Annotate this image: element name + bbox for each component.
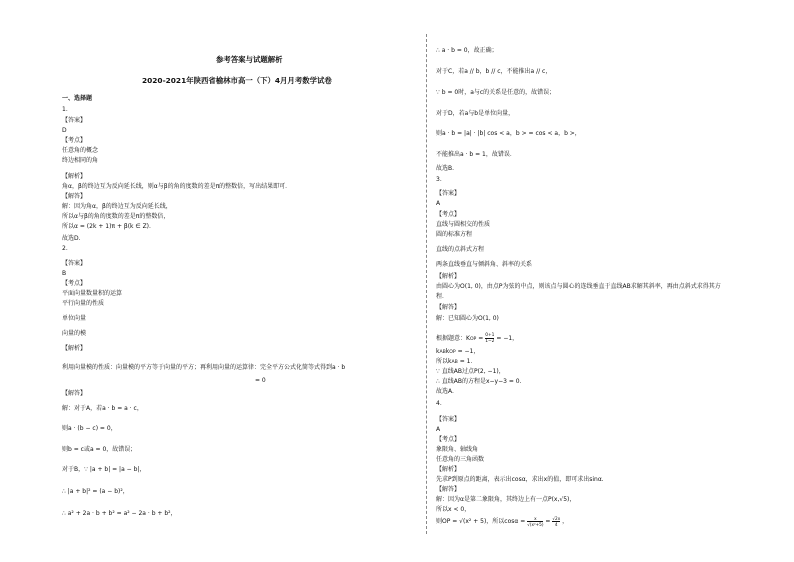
kaodian-item: 平行向量的性质 [62,300,105,307]
jieda-line: 解：因为α是第二象限角，其终边上有一点P(x,√5)， [436,496,576,503]
kaodian-item: 两条直线垂直与倾斜角、斜率的关系 [436,261,533,268]
fraction: $\frac{x}{\text{√(x²+5)}}$ [527,516,544,527]
jieda-line: kABkOP = −1， [436,348,480,355]
answer-tag: 【答案】 [62,260,87,267]
kaodian-item: 任意角的三角函数 [436,456,485,463]
jieda-line: 则b = c或a = 0，故错误； [62,446,137,453]
section-heading: 一、选择题 [62,95,93,102]
jieda-line: 解：已知圆心为O(1, 0) [436,315,499,322]
jieda-tag: 【解答】 [62,193,87,200]
jieda-line: 对于C，若a // b，b // c，不能推出a // c， [436,68,552,75]
jieda-line: 对于B，∵ |a + b| = |a − b|， [62,466,146,473]
jieda-line: ∵ 直线AB过点P(2, −1)， [436,368,505,375]
kaodian-tag: 【考点】 [436,436,461,443]
jieda-line: ∵ b = 0时，a与c的关系是任意的，故错误； [436,89,556,96]
jieda-line: 则a · (b − c) = 0， [62,425,117,432]
answer-value: B [62,270,67,277]
answer-value: A [436,200,441,207]
kaodian-item: 圆的标准方程 [436,231,473,238]
column-divider [426,34,427,534]
kaodian-item: 单位向量 [62,315,87,322]
jieda-line: ∴ 直线AB的方程是x−y−3 = 0. [436,378,522,385]
slope-formula: 根据题意：KOP = $\frac{0+1}{1-2}$ = −1， [436,333,519,344]
jieda-line: 所以α与β的角的度数的差是π的整数倍， [62,213,170,220]
jieda-line: ∴ |a + b|² = (a − b)²， [62,488,129,495]
jiexi-text: 利用向量模的性质：向量模的平方等于向量的平方；再利用向量的运算律：完全平方公式化简等式得到a · b [62,364,346,371]
jiexi-text: 由圆心为O(1, 0)，由点P为弦的中点，则该点与圆心的连线垂直于直线AB求解其斜率，再由点斜式求得其方 [436,283,721,290]
jieda-line: 所以x < 0， [436,506,471,513]
kaodian-item: 终边相同的角 [62,157,99,164]
kaodian-item: 象限角、轴线角 [436,446,479,453]
kaodian-tag: 【考点】 [62,280,87,287]
jiexi-text: 程． [436,293,449,300]
answer-value: A [436,426,441,433]
jieda-line: 故选D. [62,235,81,242]
jieda-line: 不能推出a · b = 1，故错误． [436,151,516,158]
doc-subtitle: 2020-2021年陕西省榆林市高一（下）4月月考数学试卷 [142,76,332,85]
question-number: 1. [62,106,68,113]
jiexi-tag: 【解析】 [62,173,87,180]
jieda-line: 对于D，若a与b是单位向量， [436,110,515,117]
kaodian-item: 平面向量数量积的运算 [62,290,123,297]
jieda-line: ∴ a · b = 0，故正确； [436,47,498,54]
answer-tag: 【答案】 [62,117,87,124]
jiexi-tag: 【解析】 [62,345,87,352]
answer-tag: 【答案】 [436,416,461,423]
jieda-line: ∴ a² + 2a · b + b² = a² − 2a · b + b²， [62,510,177,517]
kaodian-item: 向量的模 [62,330,87,337]
answer-tag: 【答案】 [436,190,461,197]
jieda-tag: 【解答】 [436,304,461,311]
jieda-line: 所以kAB = 1． [436,358,477,365]
question-number: 2. [62,245,68,252]
doc-title: 参考答案与试题解析 [216,55,283,64]
jieda-line: 故选B. [436,165,455,172]
kaodian-tag: 【考点】 [62,137,87,144]
fraction: $\frac{0+1}{1-2}$ [485,333,495,344]
kaodian-tag: 【考点】 [436,211,461,218]
kaodian-item: 直线与圆相交的性质 [436,221,491,228]
jieda-line: 故选A. [436,388,454,395]
question-number: 4. [436,400,442,407]
kaodian-item: 任意角的概念 [62,147,99,154]
jieda-line: 则a · b = |a| · |b| cos < a，b > = cos < a，b >， [436,130,581,137]
jiexi-text: 角α，β的终边互为反向延长线，则α与β的角的度数的差是π的整数倍，写出结果即可． [62,183,292,190]
jieda-line: 解：因为角α，β的终边互为反向延长线， [62,203,172,210]
kaodian-item: 直线的点斜式方程 [436,246,485,253]
question-number: 3. [436,176,442,183]
jiexi-text: = 0 [255,377,266,384]
jieda-line: 解：对于A，若a · b = a · c， [62,405,143,412]
fraction: $\frac{√2x}{4}$ [552,516,561,527]
jiexi-text: 先求P到原点的距离，表示出cosα，求出x的值，即可求出sinα. [436,476,604,483]
answer-value: D [62,127,67,134]
jieda-tag: 【解答】 [62,390,87,397]
jiexi-tag: 【解析】 [436,466,461,473]
cos-formula: 则OP = √(x² + 5)，所以cosα = $\frac{x}{\text{√(x²+5)}}$ = $\frac{√2x}{4}$ ， [436,516,569,527]
jieda-line: 所以α = (2k + 1)π + β(k ∈ Z). [62,223,151,230]
jiexi-tag: 【解析】 [436,273,461,280]
jieda-tag: 【解答】 [436,486,461,493]
